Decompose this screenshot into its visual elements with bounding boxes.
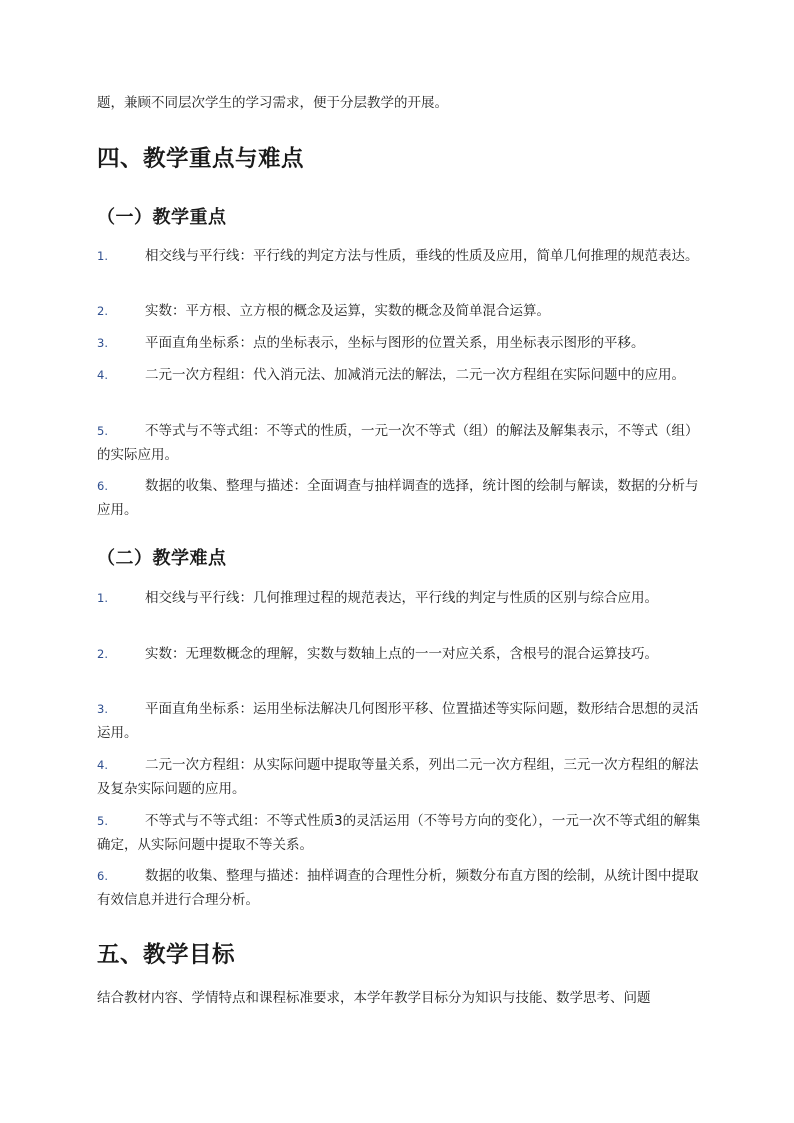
list-text: 平面直角坐标系：点的坐标表示，坐标与图形的位置关系，用坐标表示图形的平移。 bbox=[145, 335, 645, 351]
list-number: 1. bbox=[97, 249, 108, 263]
list-text: 实数：平方根、立方根的概念及运算，实数的概念及简单混合运算。 bbox=[145, 303, 550, 319]
list-number: 1. bbox=[97, 591, 108, 605]
list-item bbox=[97, 697, 702, 745]
list-number: 2. bbox=[97, 304, 108, 318]
list-number: 5. bbox=[97, 814, 108, 828]
list-text: 实数：无理数概念的理解，实数与数轴上点的一一对应关系，含根号的混合运算技巧。 bbox=[145, 646, 658, 662]
list-item bbox=[97, 244, 702, 268]
list-item bbox=[97, 363, 702, 387]
subsection-heading-difficult-points: （二）教学难点 bbox=[97, 548, 227, 569]
list-text: 二元一次方程组：代入消元法、加减消元法的解法，二元一次方程组在实际问题中的应用。 bbox=[145, 367, 685, 383]
section-heading-5: 五、教学目标 bbox=[97, 942, 236, 968]
paragraph-continuation: 题，兼顾不同层次学生的学习需求，便于分层教学的开展。 bbox=[97, 95, 448, 111]
list-number: 2. bbox=[97, 647, 108, 661]
list-text: 平面直角坐标系：运用坐标法解决几何图形平移、位置描述等实际问题，数形结合思想的灵活运用。 bbox=[97, 701, 699, 741]
list-text: 相交线与平行线：平行线的判定方法与性质，垂线的性质及应用，简单几何推理的规范表达。 bbox=[145, 248, 699, 264]
section5-intro: 结合教材内容、学情特点和课程标准要求，本学年教学目标分为知识与技能、数学思考、问题 bbox=[97, 990, 651, 1006]
list-text: 数据的收集、整理与描述：全面调查与抽样调查的选择，统计图的绘制与解读，数据的分析与应用。 bbox=[97, 478, 699, 518]
list-text: 不等式与不等式组：不等式性质3的灵活运用（不等号方向的变化），一元一次不等式组的解集确定，从实际问题中提取不等关系。 bbox=[97, 813, 701, 853]
list-item bbox=[97, 642, 702, 666]
list-number: 6. bbox=[97, 869, 108, 883]
list-text: 相交线与平行线：几何推理过程的规范表达，平行线的判定与性质的区别与综合应用。 bbox=[145, 590, 658, 606]
list-number: 4. bbox=[97, 758, 108, 772]
subsection-heading-key-points: （一）教学重点 bbox=[97, 207, 227, 228]
list-number: 3. bbox=[97, 336, 108, 350]
list-text: 不等式与不等式组：不等式的性质，一元一次不等式（组）的解法及解集表示，不等式（组）的实际应用。 bbox=[97, 423, 699, 463]
list-item bbox=[97, 474, 702, 522]
list-number: 3. bbox=[97, 702, 108, 716]
list-item bbox=[97, 299, 702, 323]
list-item bbox=[97, 864, 702, 912]
list-item bbox=[97, 419, 702, 467]
list-item bbox=[97, 331, 702, 355]
list-item bbox=[97, 809, 702, 857]
list-text: 数据的收集、整理与描述：抽样调查的合理性分析，频数分布直方图的绘制，从统计图中提取有效信息并进行合理分析。 bbox=[97, 868, 699, 908]
list-text: 二元一次方程组：从实际问题中提取等量关系，列出二元一次方程组，三元一次方程组的解法及复杂实际问题的应用。 bbox=[97, 757, 699, 797]
list-number: 5. bbox=[97, 424, 108, 438]
list-item bbox=[97, 753, 702, 801]
list-number: 4. bbox=[97, 368, 108, 382]
list-number: 6. bbox=[97, 479, 108, 493]
list-item bbox=[97, 586, 702, 610]
section-heading-4: 四、教学重点与难点 bbox=[97, 146, 305, 172]
